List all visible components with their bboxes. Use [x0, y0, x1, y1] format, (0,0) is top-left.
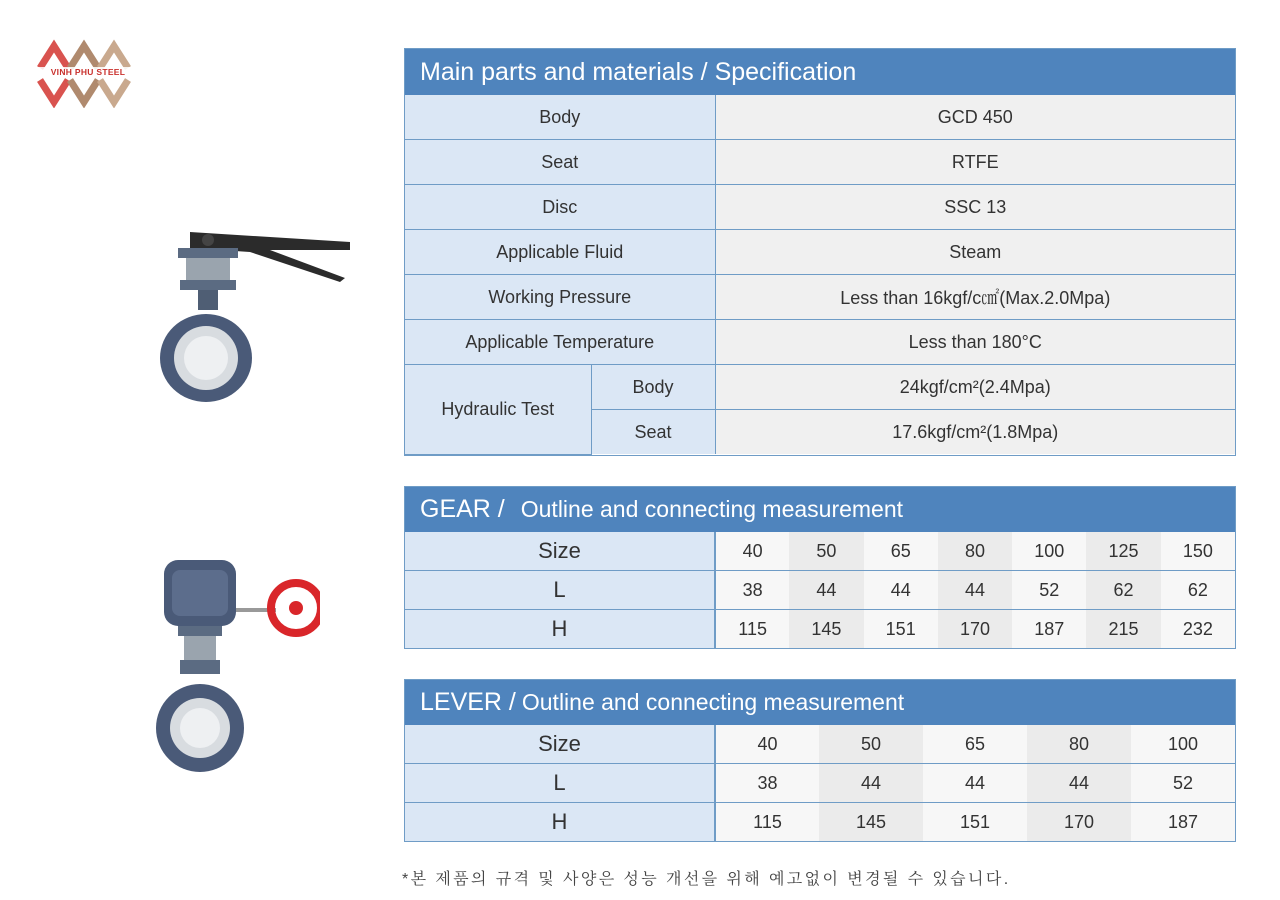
table-cell: 50 [819, 725, 923, 764]
gear-title-main: GEAR / [420, 495, 505, 523]
lever-title-main: LEVER / [420, 688, 516, 716]
table-cell: 44 [789, 571, 863, 610]
table-cell: 38 [715, 764, 819, 803]
table-cell: 115 [715, 610, 789, 649]
table-cell: 40 [715, 532, 789, 571]
table-cell: 232 [1161, 610, 1235, 649]
gear-table [405, 532, 1235, 648]
table-cell: 151 [923, 803, 1027, 842]
table-row [405, 764, 1235, 803]
spec-value: 24kgf/cm²(2.4Mpa) [715, 365, 1235, 410]
table-cell: 151 [864, 610, 938, 649]
row-label: L [405, 764, 715, 803]
table-row [405, 365, 1235, 410]
table-cell: 125 [1086, 532, 1160, 571]
lever-title [405, 680, 1235, 725]
logo-text: VINH PHU STEEL [36, 67, 140, 77]
table-cell: 115 [715, 803, 819, 842]
table-cell: 44 [864, 571, 938, 610]
table-row [405, 275, 1235, 320]
spec-value: GCD 450 [715, 95, 1235, 140]
lever-title-sub: Outline and connecting measurement [521, 689, 905, 715]
gear-measurement-panel [404, 486, 1236, 649]
table-cell: 40 [715, 725, 819, 764]
table-cell: 150 [1161, 532, 1235, 571]
table-cell: 187 [1012, 610, 1086, 649]
table-row [405, 803, 1235, 842]
table-cell: 44 [819, 764, 923, 803]
row-label: Size [405, 725, 715, 764]
spec-value: 17.6kgf/cm²(1.8Mpa) [715, 410, 1235, 455]
spec-value: Steam [715, 230, 1235, 275]
row-label: H [405, 610, 715, 649]
spec-label: Disc [405, 185, 715, 230]
table-cell: 65 [864, 532, 938, 571]
table-cell: 100 [1131, 725, 1235, 764]
table-cell: 62 [1086, 571, 1160, 610]
lever-table [405, 725, 1235, 841]
spec-label: Seat [405, 140, 715, 185]
table-cell: 145 [789, 610, 863, 649]
table-row [405, 230, 1235, 275]
table-cell: 170 [938, 610, 1012, 649]
table-cell: 44 [923, 764, 1027, 803]
table-cell: 145 [819, 803, 923, 842]
specification-table [405, 95, 1235, 455]
lever-measurement-panel [404, 679, 1236, 842]
table-cell: 80 [938, 532, 1012, 571]
company-logo [36, 38, 140, 108]
table-row [405, 610, 1235, 649]
lever-valve-image [150, 220, 360, 420]
specification-panel [404, 48, 1236, 456]
row-label: Size [405, 532, 715, 571]
table-cell: 52 [1131, 764, 1235, 803]
table-cell: 50 [789, 532, 863, 571]
table-row [405, 320, 1235, 365]
footnote: *본 제품의 규격 및 사양은 성능 개선을 위해 예고없이 변경될 수 있습니다. [402, 871, 1011, 888]
table-row [405, 140, 1235, 185]
table-cell: 44 [938, 571, 1012, 610]
table-cell: 52 [1012, 571, 1086, 610]
table-cell: 65 [923, 725, 1027, 764]
hydraulic-sub-label: Body [591, 365, 715, 410]
hydraulic-test-label: Hydraulic Test [405, 365, 591, 455]
spec-value: RTFE [715, 140, 1235, 185]
row-label: H [405, 803, 715, 842]
table-cell: 100 [1012, 532, 1086, 571]
table-row [405, 532, 1235, 571]
table-cell: 170 [1027, 803, 1131, 842]
hydraulic-sub-label: Seat [591, 410, 715, 455]
table-row [405, 95, 1235, 140]
spec-label: Working Pressure [405, 275, 715, 320]
table-cell: 44 [1027, 764, 1131, 803]
specification-title: Main parts and materials / Specification [405, 49, 1235, 95]
table-cell: 215 [1086, 610, 1160, 649]
gear-title [405, 487, 1235, 532]
table-cell: 62 [1161, 571, 1235, 610]
spec-label: Applicable Temperature [405, 320, 715, 365]
gear-valve-image [150, 550, 320, 780]
gear-title-sub: Outline and connecting measurement [520, 496, 904, 522]
spec-label: Applicable Fluid [405, 230, 715, 275]
table-cell: 38 [715, 571, 789, 610]
spec-label: Body [405, 95, 715, 140]
table-cell: 187 [1131, 803, 1235, 842]
table-cell: 80 [1027, 725, 1131, 764]
row-label: L [405, 571, 715, 610]
table-row [405, 571, 1235, 610]
table-row [405, 185, 1235, 230]
spec-value: Less than 16kgf/c㎠(Max.2.0Mpa) [715, 275, 1235, 320]
spec-value: SSC 13 [715, 185, 1235, 230]
spec-value: Less than 180°C [715, 320, 1235, 365]
table-row [405, 725, 1235, 764]
